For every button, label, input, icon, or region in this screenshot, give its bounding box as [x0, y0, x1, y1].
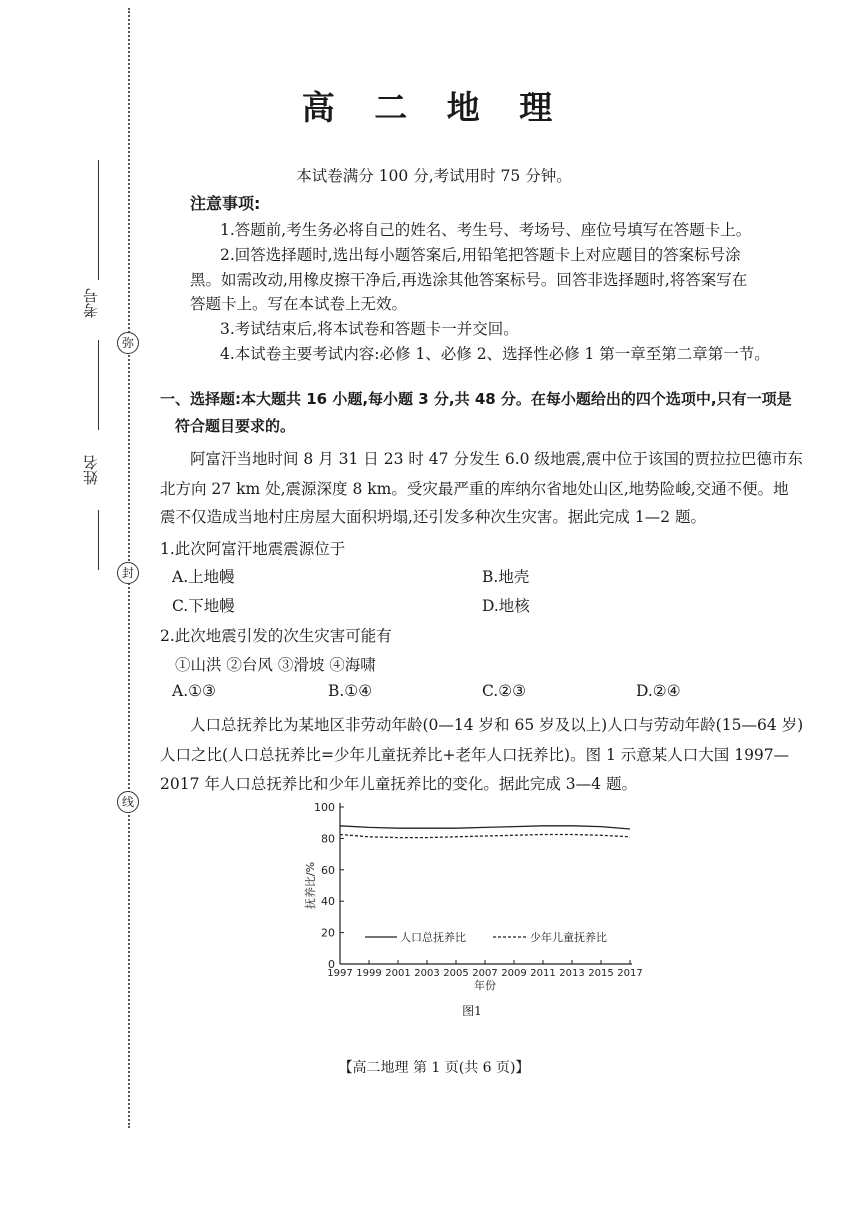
passage2-line-1: 人口总抚养比为某地区非劳动年龄(0—14 岁和 65 岁及以上)人口与劳动年龄(15—64 岁)	[190, 716, 804, 734]
name-rule-lower	[98, 510, 99, 570]
y-tick-label: 60	[321, 863, 335, 877]
dependency-ratio-chart	[300, 795, 650, 1000]
series-line-2	[340, 835, 630, 838]
x-tick-label: 1999	[356, 968, 382, 979]
passage2-line-2: 人口之比(人口总抚养比=少年儿童抚养比+老年人口抚养比)。图 1 示意某人口大国 1997—	[160, 746, 790, 764]
x-tick-label: 2007	[472, 968, 498, 979]
q2-option-d: D.②④	[636, 682, 681, 700]
y-axis-title: 抚养比/%	[304, 861, 317, 910]
note-line-2: 2.回答选择题时,选出每小题答案后,用铅笔把答题卡上对应题目的答案标号涂	[220, 246, 741, 264]
y-tick-label: 0	[328, 958, 335, 971]
passage1-line-1: 阿富汗当地时间 8 月 31 日 23 时 47 分发生 6.0 级地震,震中位于该国的贾拉拉巴德市东	[190, 450, 803, 468]
q1-option-d: D.地核	[482, 597, 530, 615]
section-heading-line-2: 符合题目要求的。	[175, 417, 296, 435]
note-line-4: 答题卡上。写在本试卷上无效。	[190, 295, 408, 313]
q2-option-a: A.①③	[172, 682, 216, 700]
seal-mark-xian: 线	[117, 791, 139, 813]
note-line-5: 3.考试结束后,将本试卷和答题卡一并交回。	[220, 320, 519, 338]
chart-svg	[300, 795, 650, 1000]
page-footer: 【高二地理 第 1 页(共 6 页)】	[338, 1060, 530, 1076]
exam-info: 本试卷满分 100 分,考试用时 75 分钟。	[296, 167, 572, 185]
section-heading-line-1: 一、选择题:本大题共 16 小题,每小题 3 分,共 48 分。在每小题给出的四个选项中,只有一项是	[160, 390, 792, 408]
x-tick-label: 2003	[414, 968, 440, 979]
q2-option-b: B.①④	[328, 682, 373, 700]
x-tick-label: 2005	[443, 968, 469, 979]
note-line-1: 1.答题前,考生务必将自己的姓名、考生号、考场号、座位号填写在答题卡上。	[220, 221, 752, 239]
x-tick-label: 2013	[559, 968, 585, 979]
q2-items: ①山洪 ②台风 ③滑坡 ④海啸	[175, 656, 376, 674]
q1-option-b: B.地壳	[482, 568, 530, 586]
note-line-3: 黑。如需改动,用橡皮擦干净后,再选涂其他答案标号。回答非选择题时,将答案写在	[190, 271, 748, 289]
passage2-line-3: 2017 年人口总抚养比和少年儿童抚养比的变化。据此完成 3—4 题。	[160, 775, 637, 793]
passage1-line-2: 北方向 27 km 处,震源深度 8 km。受灾最严重的库纳尔省地处山区,地势险峻,交通不便。地	[160, 480, 789, 498]
seal-mark-feng: 封	[117, 562, 139, 584]
q1-option-a: A.上地幔	[172, 568, 235, 586]
seal-mark-mi: 弥	[117, 332, 139, 354]
exam-no-label: 考号	[82, 288, 100, 318]
x-tick-label: 2001	[385, 968, 411, 979]
notes-heading: 注意事项:	[190, 194, 261, 213]
name-label: 姓名	[82, 455, 100, 485]
page-title: 高 二 地 理	[301, 88, 567, 127]
y-tick-label: 40	[321, 895, 335, 909]
x-axis-title: 年份	[474, 979, 496, 992]
legend-label-1: 人口总抚养比	[400, 931, 466, 944]
q1-stem: 1.此次阿富汗地震震源位于	[160, 540, 346, 558]
x-tick-label: 2011	[530, 968, 556, 979]
q1-option-c: C.下地幔	[172, 597, 235, 615]
figure-caption: 图1	[462, 1004, 482, 1018]
y-tick-label: 100	[314, 801, 335, 814]
passage1-line-3: 震不仅造成当地村庄房屋大面积坍塌,还引发多种次生灾害。据此完成 1—2 题。	[160, 508, 707, 526]
y-tick-label: 20	[321, 926, 335, 940]
x-tick-label: 2017	[617, 968, 643, 979]
x-tick-label: 2009	[501, 968, 527, 979]
x-tick-label: 1997	[327, 968, 353, 979]
note-line-6: 4.本试卷主要考试内容:必修 1、必修 2、选择性必修 1 第一章至第二章第一节。	[220, 345, 770, 363]
x-tick-label: 2015	[588, 968, 614, 979]
legend-label-2: 少年儿童抚养比	[530, 931, 607, 944]
series-line-1	[340, 826, 630, 829]
name-rule	[98, 340, 99, 430]
q2-stem: 2.此次地震引发的次生灾害可能有	[160, 627, 392, 645]
q2-option-c: C.②③	[482, 682, 527, 700]
y-tick-label: 80	[321, 832, 335, 846]
